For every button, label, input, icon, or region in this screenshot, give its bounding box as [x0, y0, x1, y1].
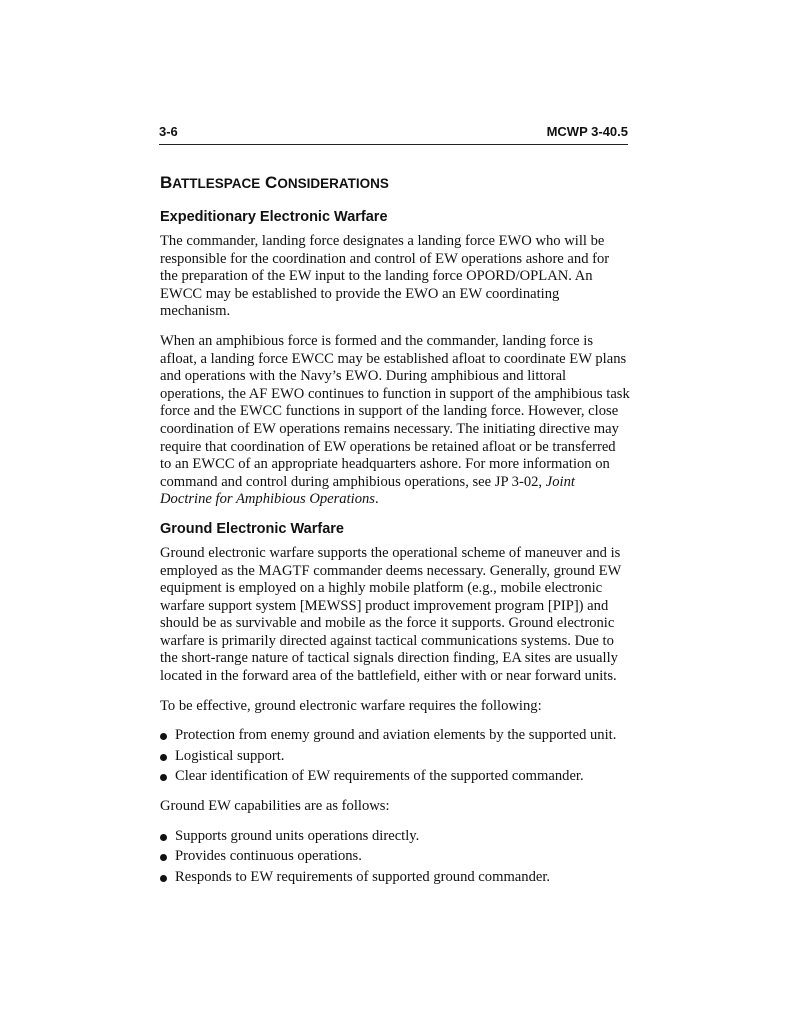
list-item: Responds to EW requirements of supported ground commander. — [160, 869, 630, 887]
page-header — [159, 124, 628, 145]
paragraph-ewo-designation: The commander, landing force designates a landing force EWO who will be responsible for the coordination and control of EW operations ashore and for the preparation of the EW input to the landing force OPORD/OPLAN. An EWCC may be established to provide the EWO an EW coordinating mechanism. — [160, 233, 610, 320]
list-item: Logistical support. — [160, 748, 630, 766]
list-item: Provides continuous operations. — [160, 848, 630, 866]
capabilities-list — [160, 828, 630, 887]
document-id: MCWP 3-40.5 — [546, 124, 628, 139]
bullet-icon — [160, 875, 167, 882]
subheading-expeditionary-ew: Expeditionary Electronic Warfare — [160, 209, 388, 225]
bullet-icon — [160, 733, 167, 740]
reference-title: Joint Doctrine for Amphibious Operations — [160, 473, 575, 508]
paragraph-ground-ew-support: Ground electronic warfare supports the operational scheme of maneuver and is employed as the MAGTF commander deems necessary. Generally, ground EW equipment is employed on a highly mobile platform (e.g., mobile electronic warfare support system [MEWSS] product improvement program [PIP]) and should be as survivable and mobile as the force it supports. Ground electronic warfare is primarily directed against tactical communications systems. Due to the short-range nature of tactical signals direction finding, EA sites are usually located in the forward area of the battlefield, either with or near forward units. — [160, 544, 622, 685]
bullet-icon — [160, 774, 167, 781]
paragraph-requirements-intro: To be effective, ground electronic warfare requires the following: — [160, 697, 542, 714]
list-item: Supports ground units operations directly. — [160, 828, 630, 846]
page-content — [160, 174, 630, 898]
list-item: Protection from enemy ground and aviation elements by the supported unit. — [160, 727, 630, 745]
paragraph-capabilities-intro: Ground EW capabilities are as follows: — [160, 798, 390, 815]
subheading-ground-ew: Ground Electronic Warfare — [160, 520, 344, 537]
page-number: 3-6 — [159, 124, 178, 139]
list-item: Clear identification of EW requirements of the supported commander. — [160, 768, 630, 786]
bullet-icon — [160, 754, 167, 761]
paragraph-amphibious-force: When an amphibious force is formed and the commander, landing force is afloat, a landing force EWCC may be established afloat to coordinate EW plans and operations with the Navy’s EWO. During amphibious and littoral operations, the AF EWO continues to function in support of the amphibious task force and the EWCC functions in support of the landing force. However, close coordination of EW operations remains necessary. The initiating directive may require that coordination of EW operations be retained afloat or be transferred to an EWCC of an appropriate headquarters ashore. For more information on command and control during amphibious operations, see JP 3-02, Joint Doctrine for Amphibious Operations. — [160, 332, 630, 508]
bullet-icon — [160, 854, 167, 861]
requirements-list — [160, 727, 630, 786]
bullet-icon — [160, 834, 167, 841]
section-title: BATTLESPACE CONSIDERATIONS — [160, 173, 389, 192]
